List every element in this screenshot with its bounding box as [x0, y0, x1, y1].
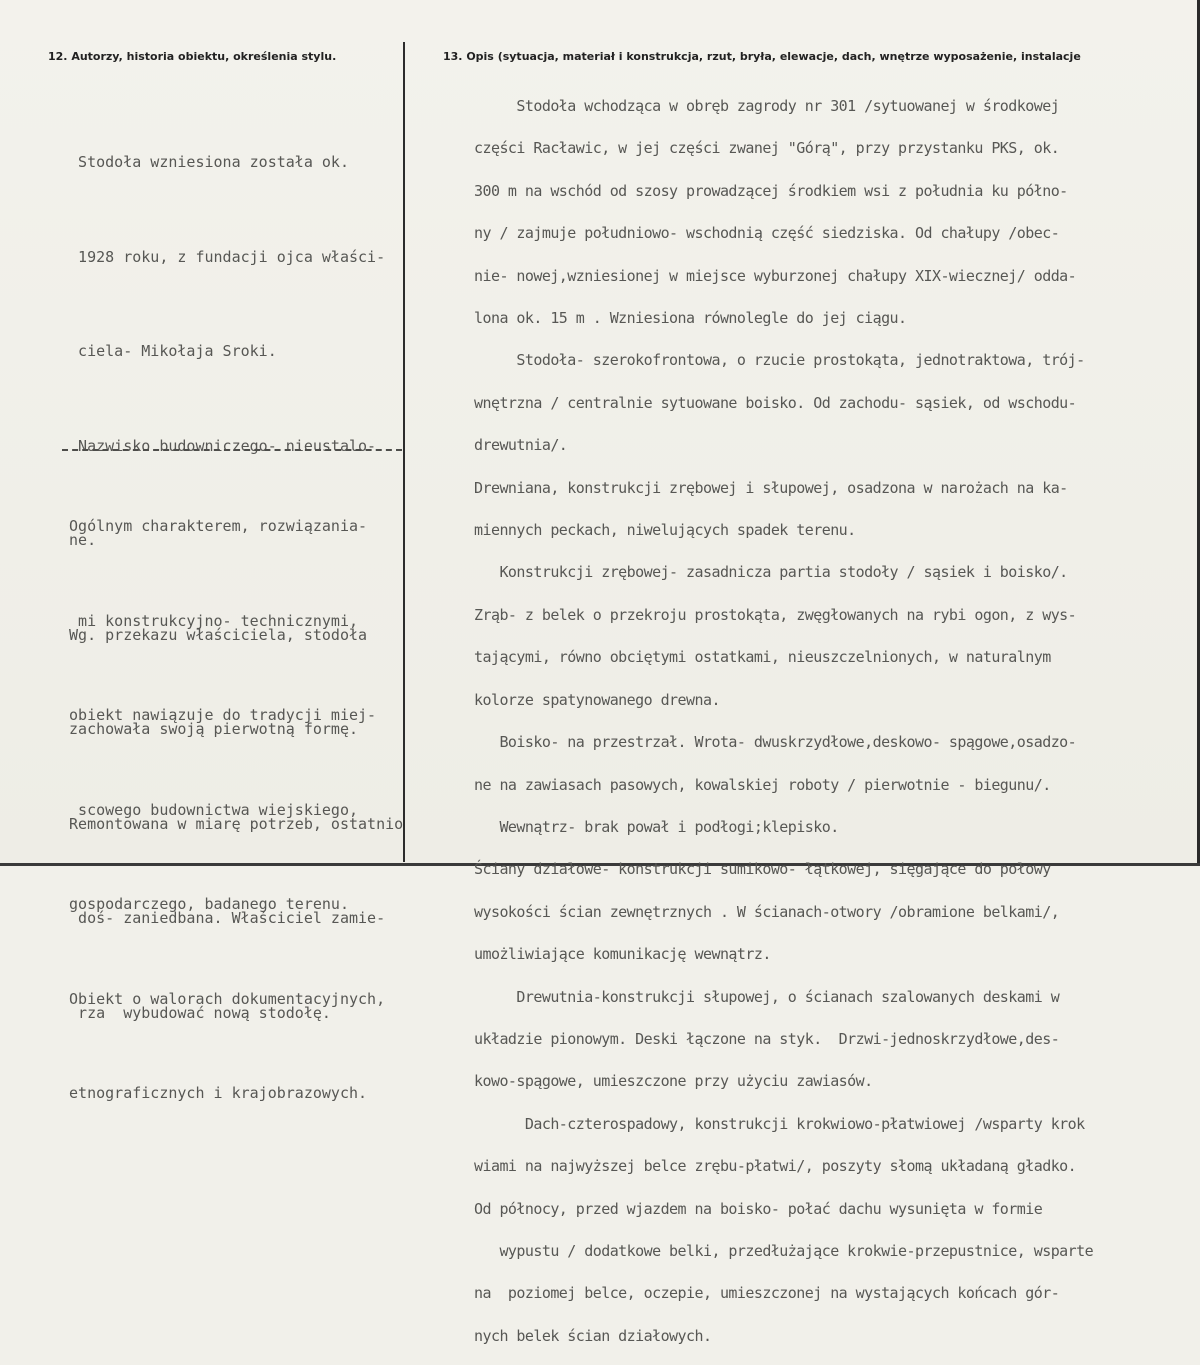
text-line: Ogólnym charakterem, rozwiązania-: [60, 517, 368, 535]
text-line: tającymi, równo obciętymi ostatkami, nieuszczelnionych, w naturalnym: [474, 648, 1051, 667]
text-line: Wg. przekazu właściciela, stodoła: [60, 625, 368, 644]
text-line: ny / zajmuje południowo- wschodnią część siedziska. Od chałupy /obec-: [474, 224, 1060, 243]
text-line: drewutnia/.: [474, 436, 568, 455]
text-line: Drewutnia-konstrukcji słupowej, o ścianach szalowanych deskami w: [474, 987, 1060, 1006]
text-line: ne.: [60, 531, 97, 549]
text-line: zachowała swoją pierwotną formę.: [60, 720, 359, 738]
text-line: Nazwisko budowniczego- nieustalo-: [60, 436, 377, 455]
text-line: Od północy, przed wjazdem na boisko- połać dachu wysunięta w formie: [474, 1199, 1043, 1218]
text-line: Dach-czterospadowy, konstrukcji krokwiowo-płatwiowej /wsparty krok: [474, 1114, 1085, 1133]
text-line: Konstrukcji zrębowej- zasadnicza partia stodoły / sąsiek i boisko/.: [474, 563, 1068, 582]
text-line: Drewniana, konstrukcji zrębowej i słupowej, osadzona w narożach na ka-: [474, 478, 1068, 497]
text-line: wnętrzna / centralnie sytuowane boisko. Od zachodu- sąsiek, od wschodu-: [474, 393, 1077, 412]
text-line: scowego budownictwa wiejskiego,: [60, 800, 359, 819]
text-line: nie- nowej,wzniesionej w miejsce wyburzonej chałupy XIX-wiecznej/ odda-: [474, 266, 1077, 285]
text-line: rza wybudować nową stodołę.: [60, 1003, 331, 1022]
text-line: na poziomej belce, oczepie, umieszczonej na wystających końcach gór-: [474, 1284, 1060, 1303]
text-line: miennych peckach, niwelujących spadek terenu.: [474, 521, 856, 540]
text-line: Obiekt o walorach dokumentacyjnych,: [60, 989, 386, 1008]
text-line: wysokości ścian zewnętrznych . W ścianach-otwory /obramione belkami/,: [474, 902, 1060, 921]
text-line: mi konstrukcyjno- technicznymi,: [60, 611, 359, 630]
text-line: obiekt nawiązuje do tradycji miej-: [60, 706, 377, 724]
style-characterization-text: [60, 460, 385, 1148]
text-line: doś- zaniedbana. Właściciel zamie-: [60, 909, 386, 927]
text-line: Ściany działowe- konstrukcji sumikowo- łątkowej, sięgające do połowy: [474, 860, 1051, 879]
text-line: Zrąb- z belek o przekroju prostokąta, zwęgłowanych na rybi ogon, z wys-: [474, 605, 1077, 624]
text-line: ciela- Mikołaja Sroki.: [60, 342, 277, 360]
text-line: Stodoła- szerokofrontowa, o rzucie prostokąta, jednotraktowa, trój-: [474, 351, 1085, 370]
text-line: gospodarczego, badanego terenu.: [60, 895, 349, 913]
text-line: etnograficznych i krajobrazowych.: [60, 1084, 368, 1102]
text-line: kowo-spągowe, umieszczone przy użyciu zawiasów.: [474, 1072, 873, 1091]
section-12-header: 12. Autorzy, historia obiektu, określenia stylu.: [48, 50, 337, 63]
text-line: nych belek ścian działowych.: [474, 1326, 712, 1345]
text-line: Remontowana w miarę potrzeb, ostatnio: [60, 814, 404, 833]
text-line: wypustu / dodatkowe belki, przedłużające krokwie-przepustnice, wsparte: [474, 1241, 1094, 1260]
text-line: umożliwiające komunikację wewnątrz.: [474, 945, 771, 964]
text-line: części Racławic, w jej części zwanej "Górą", przy przystanku PKS, ok.: [474, 139, 1060, 158]
text-line: wiami na najwyższej belce zrębu-płatwi/, poszyty słomą układaną gładko.: [474, 1157, 1077, 1176]
text-line: układzie pionowym. Deski łączone na styk. Drzwi-jednoskrzydłowe,des-: [474, 1029, 1060, 1048]
text-line: 300 m na wschód od szosy prowadzącej środkiem wsi z południa ku półno-: [474, 181, 1068, 200]
text-line: kolorze spatynowanego drewna.: [474, 690, 720, 709]
text-line: Wewnątrz- brak pował i podłogi;klepisko.: [474, 817, 839, 836]
text-line: lona ok. 15 m . Wzniesiona równolegle do jej ciągu.: [474, 309, 907, 328]
text-line: Boisko- na przestrzał. Wrota- dwuskrzydłowe,deskowo- spągowe,osadzo-: [474, 733, 1077, 752]
section-13-header: 13. Opis (sytuacja, materiał i konstrukcja, rzut, bryła, elewacje, dach, wnętrze wyposażenie, instalacje: [443, 50, 1081, 63]
text-line: ne na zawiasach pasowych, kowalskiej roboty / pierwotnie - biegunu/.: [474, 775, 1051, 794]
text-line: Stodoła wzniesiona została ok.: [60, 153, 349, 171]
column-divider: [403, 42, 405, 862]
text-line: 1928 roku, z fundacji ojca właści-: [60, 247, 386, 266]
section-separator-dashed: [62, 449, 402, 451]
text-line: Stodoła wchodząca w obręb zagrody nr 301 /sytuowanej w środkowej: [474, 97, 1060, 115]
description-text: [474, 93, 1093, 1365]
